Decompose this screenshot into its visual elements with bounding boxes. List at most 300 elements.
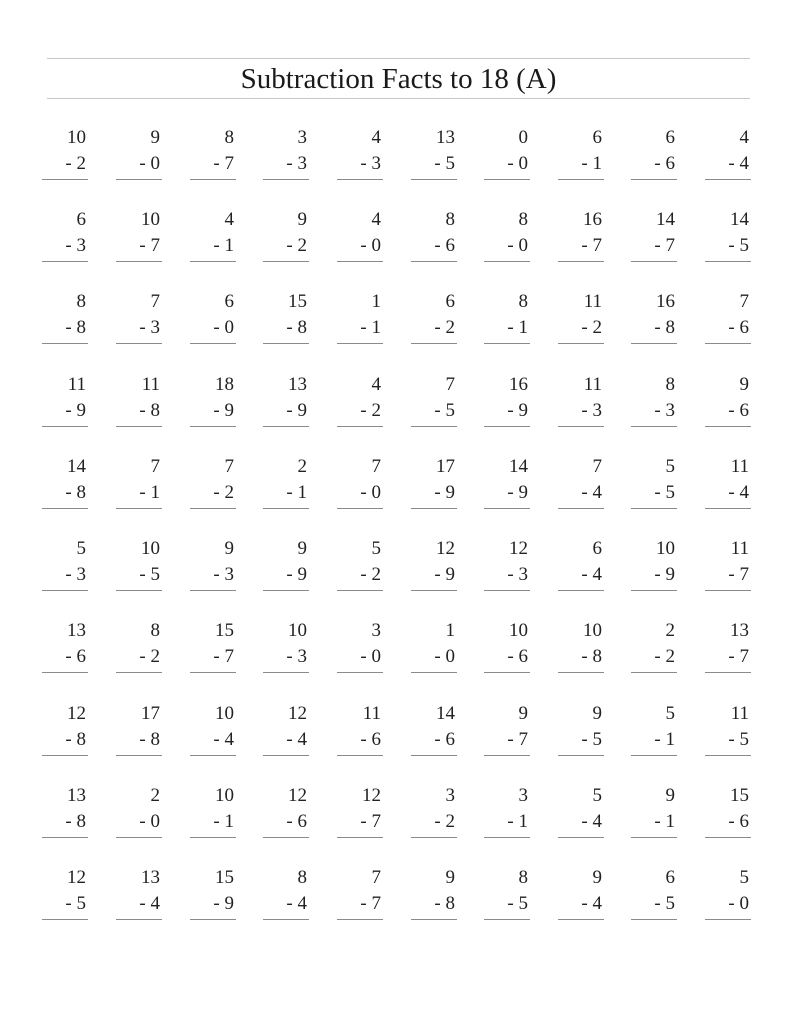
problem xyxy=(631,374,677,434)
answer-line xyxy=(116,179,162,180)
minuend: 9 xyxy=(445,867,455,888)
problem xyxy=(631,867,677,927)
minuend: 5 xyxy=(371,538,381,559)
subtrahend: - 7 xyxy=(581,235,602,256)
problem xyxy=(705,538,751,598)
minuend: 9 xyxy=(739,374,749,395)
subtrahend: - 0 xyxy=(728,893,749,914)
problem xyxy=(263,867,309,927)
minuend: 9 xyxy=(665,785,675,806)
problem xyxy=(42,127,88,187)
subtrahend: - 8 xyxy=(139,400,160,421)
subtrahend: - 6 xyxy=(286,811,307,832)
problem xyxy=(263,291,309,351)
subtrahend: - 7 xyxy=(360,811,381,832)
minuend: 8 xyxy=(150,620,160,641)
minuend: 3 xyxy=(371,620,381,641)
subtrahend: - 3 xyxy=(581,400,602,421)
minuend: 8 xyxy=(76,291,86,312)
problem xyxy=(484,127,530,187)
answer-line xyxy=(558,919,604,920)
problem xyxy=(484,456,530,516)
answer-line xyxy=(631,755,677,756)
problem xyxy=(705,703,751,763)
problem xyxy=(116,538,162,598)
minuend: 4 xyxy=(371,209,381,230)
subtrahend: - 0 xyxy=(213,317,234,338)
minuend: 10 xyxy=(215,703,234,724)
answer-line xyxy=(116,590,162,591)
problem xyxy=(558,538,604,598)
minuend: 15 xyxy=(730,785,749,806)
answer-line xyxy=(263,261,309,262)
answer-line xyxy=(337,837,383,838)
problem xyxy=(484,867,530,927)
answer-line xyxy=(631,343,677,344)
minuend: 6 xyxy=(224,291,234,312)
answer-line xyxy=(558,426,604,427)
subtrahend: - 1 xyxy=(654,729,675,750)
minuend: 7 xyxy=(150,456,160,477)
problem xyxy=(337,291,383,351)
subtrahend: - 2 xyxy=(434,811,455,832)
subtrahend: - 5 xyxy=(139,564,160,585)
minuend: 8 xyxy=(518,867,528,888)
answer-line xyxy=(116,261,162,262)
answer-line xyxy=(631,590,677,591)
subtrahend: - 0 xyxy=(139,811,160,832)
subtrahend: - 3 xyxy=(65,564,86,585)
problem xyxy=(42,703,88,763)
answer-line xyxy=(337,590,383,591)
answer-line xyxy=(558,179,604,180)
minuend: 18 xyxy=(215,374,234,395)
subtrahend: - 6 xyxy=(654,153,675,174)
minuend: 7 xyxy=(592,456,602,477)
minuend: 7 xyxy=(445,374,455,395)
subtrahend: - 9 xyxy=(507,482,528,503)
answer-line xyxy=(411,919,457,920)
answer-line xyxy=(705,261,751,262)
answer-line xyxy=(484,837,530,838)
answer-line xyxy=(116,343,162,344)
subtrahend: - 5 xyxy=(65,893,86,914)
minuend: 8 xyxy=(518,209,528,230)
answer-line xyxy=(263,837,309,838)
answer-line xyxy=(705,919,751,920)
subtrahend: - 5 xyxy=(434,153,455,174)
problem xyxy=(116,785,162,845)
answer-line xyxy=(190,508,236,509)
answer-line xyxy=(411,755,457,756)
problem xyxy=(263,538,309,598)
problem xyxy=(484,538,530,598)
minuend: 11 xyxy=(730,538,749,559)
subtrahend: - 7 xyxy=(360,893,381,914)
answer-line xyxy=(263,672,309,673)
problem xyxy=(190,620,236,680)
problem xyxy=(263,703,309,763)
problem xyxy=(337,867,383,927)
problem xyxy=(558,127,604,187)
answer-line xyxy=(116,426,162,427)
problem xyxy=(190,209,236,269)
answer-line xyxy=(558,508,604,509)
subtrahend: - 3 xyxy=(507,564,528,585)
subtrahend: - 3 xyxy=(286,153,307,174)
minuend: 9 xyxy=(150,127,160,148)
subtrahend: - 8 xyxy=(654,317,675,338)
minuend: 12 xyxy=(288,703,307,724)
subtrahend: - 9 xyxy=(65,400,86,421)
minuend: 16 xyxy=(656,291,675,312)
problem xyxy=(631,456,677,516)
problem xyxy=(337,456,383,516)
subtrahend: - 9 xyxy=(507,400,528,421)
minuend: 15 xyxy=(288,291,307,312)
subtrahend: - 9 xyxy=(434,482,455,503)
subtrahend: - 5 xyxy=(434,400,455,421)
problem xyxy=(705,127,751,187)
minuend: 11 xyxy=(730,703,749,724)
answer-line xyxy=(116,837,162,838)
subtrahend: - 6 xyxy=(728,400,749,421)
subtrahend: - 6 xyxy=(65,646,86,667)
minuend: 9 xyxy=(297,538,307,559)
answer-line xyxy=(631,179,677,180)
minuend: 7 xyxy=(224,456,234,477)
minuend: 3 xyxy=(518,785,528,806)
subtrahend: - 6 xyxy=(360,729,381,750)
subtrahend: - 4 xyxy=(581,893,602,914)
subtrahend: - 2 xyxy=(213,482,234,503)
answer-line xyxy=(705,179,751,180)
answer-line xyxy=(631,837,677,838)
problem xyxy=(190,456,236,516)
subtrahend: - 4 xyxy=(286,893,307,914)
subtrahend: - 3 xyxy=(65,235,86,256)
answer-line xyxy=(411,261,457,262)
minuend: 4 xyxy=(739,127,749,148)
minuend: 12 xyxy=(362,785,381,806)
subtrahend: - 5 xyxy=(654,482,675,503)
minuend: 10 xyxy=(141,209,160,230)
minuend: 11 xyxy=(730,456,749,477)
subtrahend: - 5 xyxy=(507,893,528,914)
minuend: 16 xyxy=(509,374,528,395)
problem xyxy=(411,538,457,598)
answer-line xyxy=(190,343,236,344)
minuend: 12 xyxy=(436,538,455,559)
minuend: 4 xyxy=(371,374,381,395)
problem xyxy=(411,867,457,927)
answer-line xyxy=(411,508,457,509)
answer-line xyxy=(263,919,309,920)
subtrahend: - 1 xyxy=(213,235,234,256)
subtrahend: - 8 xyxy=(139,729,160,750)
answer-line xyxy=(705,590,751,591)
subtrahend: - 4 xyxy=(581,482,602,503)
minuend: 9 xyxy=(592,867,602,888)
answer-line xyxy=(263,426,309,427)
subtrahend: - 5 xyxy=(581,729,602,750)
answer-line xyxy=(116,508,162,509)
problem xyxy=(558,867,604,927)
subtrahend: - 7 xyxy=(728,646,749,667)
subtrahend: - 9 xyxy=(213,400,234,421)
subtrahend: - 5 xyxy=(728,729,749,750)
subtrahend: - 9 xyxy=(434,564,455,585)
answer-line xyxy=(631,508,677,509)
minuend: 9 xyxy=(297,209,307,230)
minuend: 11 xyxy=(583,374,602,395)
problem xyxy=(42,785,88,845)
answer-line xyxy=(631,672,677,673)
subtrahend: - 2 xyxy=(286,235,307,256)
answer-line xyxy=(42,508,88,509)
problem xyxy=(631,127,677,187)
minuend: 6 xyxy=(445,291,455,312)
subtrahend: - 4 xyxy=(581,564,602,585)
minuend: 8 xyxy=(518,291,528,312)
minuend: 13 xyxy=(288,374,307,395)
problem xyxy=(411,456,457,516)
subtrahend: - 5 xyxy=(728,235,749,256)
problem xyxy=(484,785,530,845)
subtrahend: - 0 xyxy=(360,646,381,667)
answer-line xyxy=(42,426,88,427)
subtrahend: - 2 xyxy=(65,153,86,174)
problem xyxy=(705,620,751,680)
problem xyxy=(484,209,530,269)
problem xyxy=(484,620,530,680)
problem xyxy=(705,867,751,927)
answer-line xyxy=(337,179,383,180)
problem xyxy=(411,785,457,845)
minuend: 11 xyxy=(141,374,160,395)
answer-line xyxy=(116,672,162,673)
minuend: 17 xyxy=(141,703,160,724)
subtrahend: - 9 xyxy=(654,564,675,585)
minuend: 4 xyxy=(371,127,381,148)
answer-line xyxy=(116,755,162,756)
answer-line xyxy=(190,837,236,838)
problem xyxy=(705,374,751,434)
answer-line xyxy=(558,261,604,262)
minuend: 7 xyxy=(371,867,381,888)
subtrahend: - 2 xyxy=(434,317,455,338)
problem xyxy=(263,620,309,680)
answer-line xyxy=(631,426,677,427)
answer-line xyxy=(558,755,604,756)
minuend: 12 xyxy=(509,538,528,559)
problem xyxy=(337,374,383,434)
answer-line xyxy=(705,755,751,756)
subtrahend: - 3 xyxy=(213,564,234,585)
minuend: 8 xyxy=(224,127,234,148)
problem xyxy=(337,703,383,763)
subtrahend: - 1 xyxy=(654,811,675,832)
answer-line xyxy=(705,672,751,673)
answer-line xyxy=(337,919,383,920)
problem xyxy=(631,538,677,598)
answer-line xyxy=(484,508,530,509)
subtrahend: - 0 xyxy=(507,153,528,174)
answer-line xyxy=(411,426,457,427)
minuend: 7 xyxy=(739,291,749,312)
minuend: 14 xyxy=(436,703,455,724)
subtrahend: - 6 xyxy=(507,646,528,667)
problem xyxy=(116,127,162,187)
problem xyxy=(558,456,604,516)
subtrahend: - 6 xyxy=(434,729,455,750)
minuend: 12 xyxy=(67,867,86,888)
minuend: 0 xyxy=(518,127,528,148)
minuend: 6 xyxy=(665,867,675,888)
subtrahend: - 2 xyxy=(654,646,675,667)
answer-line xyxy=(705,508,751,509)
subtrahend: - 1 xyxy=(286,482,307,503)
answer-line xyxy=(263,343,309,344)
answer-line xyxy=(484,672,530,673)
problem xyxy=(263,127,309,187)
problem xyxy=(411,374,457,434)
answer-line xyxy=(411,343,457,344)
answer-line xyxy=(484,179,530,180)
problem xyxy=(190,374,236,434)
subtrahend: - 9 xyxy=(286,400,307,421)
problem xyxy=(190,867,236,927)
minuend: 11 xyxy=(362,703,381,724)
subtrahend: - 0 xyxy=(360,235,381,256)
minuend: 14 xyxy=(656,209,675,230)
problem xyxy=(263,785,309,845)
minuend: 6 xyxy=(76,209,86,230)
subtrahend: - 1 xyxy=(507,317,528,338)
subtrahend: - 3 xyxy=(139,317,160,338)
answer-line xyxy=(42,755,88,756)
problem xyxy=(631,620,677,680)
answer-line xyxy=(411,837,457,838)
minuend: 17 xyxy=(436,456,455,477)
answer-line xyxy=(42,179,88,180)
answer-line xyxy=(558,343,604,344)
problem xyxy=(705,785,751,845)
minuend: 15 xyxy=(215,620,234,641)
problem xyxy=(190,538,236,598)
answer-line xyxy=(337,508,383,509)
answer-line xyxy=(484,755,530,756)
minuend: 13 xyxy=(67,620,86,641)
answer-line xyxy=(558,672,604,673)
answer-line xyxy=(190,755,236,756)
answer-line xyxy=(190,261,236,262)
problem xyxy=(116,291,162,351)
minuend: 10 xyxy=(509,620,528,641)
answer-line xyxy=(484,919,530,920)
minuend: 11 xyxy=(67,374,86,395)
minuend: 10 xyxy=(141,538,160,559)
subtrahend: - 7 xyxy=(728,564,749,585)
subtrahend: - 3 xyxy=(654,400,675,421)
subtrahend: - 9 xyxy=(286,564,307,585)
minuend: 8 xyxy=(665,374,675,395)
subtrahend: - 9 xyxy=(213,893,234,914)
minuend: 14 xyxy=(509,456,528,477)
problem xyxy=(263,456,309,516)
problem xyxy=(484,374,530,434)
minuend: 14 xyxy=(730,209,749,230)
minuend: 10 xyxy=(583,620,602,641)
problem xyxy=(116,209,162,269)
subtrahend: - 8 xyxy=(65,482,86,503)
subtrahend: - 6 xyxy=(728,811,749,832)
subtrahend: - 8 xyxy=(65,729,86,750)
problem xyxy=(337,538,383,598)
minuend: 10 xyxy=(288,620,307,641)
answer-line xyxy=(631,261,677,262)
problem xyxy=(42,867,88,927)
minuend: 6 xyxy=(665,127,675,148)
subtrahend: - 4 xyxy=(728,153,749,174)
answer-line xyxy=(558,837,604,838)
subtrahend: - 1 xyxy=(507,811,528,832)
minuend: 13 xyxy=(436,127,455,148)
answer-line xyxy=(411,179,457,180)
minuend: 11 xyxy=(583,291,602,312)
subtrahend: - 8 xyxy=(65,811,86,832)
subtrahend: - 1 xyxy=(360,317,381,338)
answer-line xyxy=(484,343,530,344)
subtrahend: - 4 xyxy=(581,811,602,832)
subtrahend: - 2 xyxy=(139,646,160,667)
problem xyxy=(705,291,751,351)
minuend: 1 xyxy=(371,291,381,312)
answer-line xyxy=(190,179,236,180)
subtrahend: - 3 xyxy=(360,153,381,174)
minuend: 6 xyxy=(592,127,602,148)
problem xyxy=(190,291,236,351)
problem xyxy=(116,703,162,763)
minuend: 15 xyxy=(215,867,234,888)
subtrahend: - 7 xyxy=(654,235,675,256)
subtrahend: - 1 xyxy=(139,482,160,503)
subtrahend: - 8 xyxy=(65,317,86,338)
minuend: 6 xyxy=(592,538,602,559)
answer-line xyxy=(558,590,604,591)
subtrahend: - 2 xyxy=(581,317,602,338)
minuend: 10 xyxy=(656,538,675,559)
minuend: 12 xyxy=(67,703,86,724)
answer-line xyxy=(337,343,383,344)
problem xyxy=(190,703,236,763)
answer-line xyxy=(190,919,236,920)
answer-line xyxy=(337,426,383,427)
problem xyxy=(484,291,530,351)
answer-line xyxy=(263,755,309,756)
answer-line xyxy=(411,590,457,591)
problem xyxy=(558,291,604,351)
problem xyxy=(337,620,383,680)
problem xyxy=(484,703,530,763)
answer-line xyxy=(42,261,88,262)
problem xyxy=(42,456,88,516)
minuend: 3 xyxy=(445,785,455,806)
problem xyxy=(42,620,88,680)
problem xyxy=(337,785,383,845)
problem xyxy=(558,374,604,434)
problem xyxy=(558,209,604,269)
